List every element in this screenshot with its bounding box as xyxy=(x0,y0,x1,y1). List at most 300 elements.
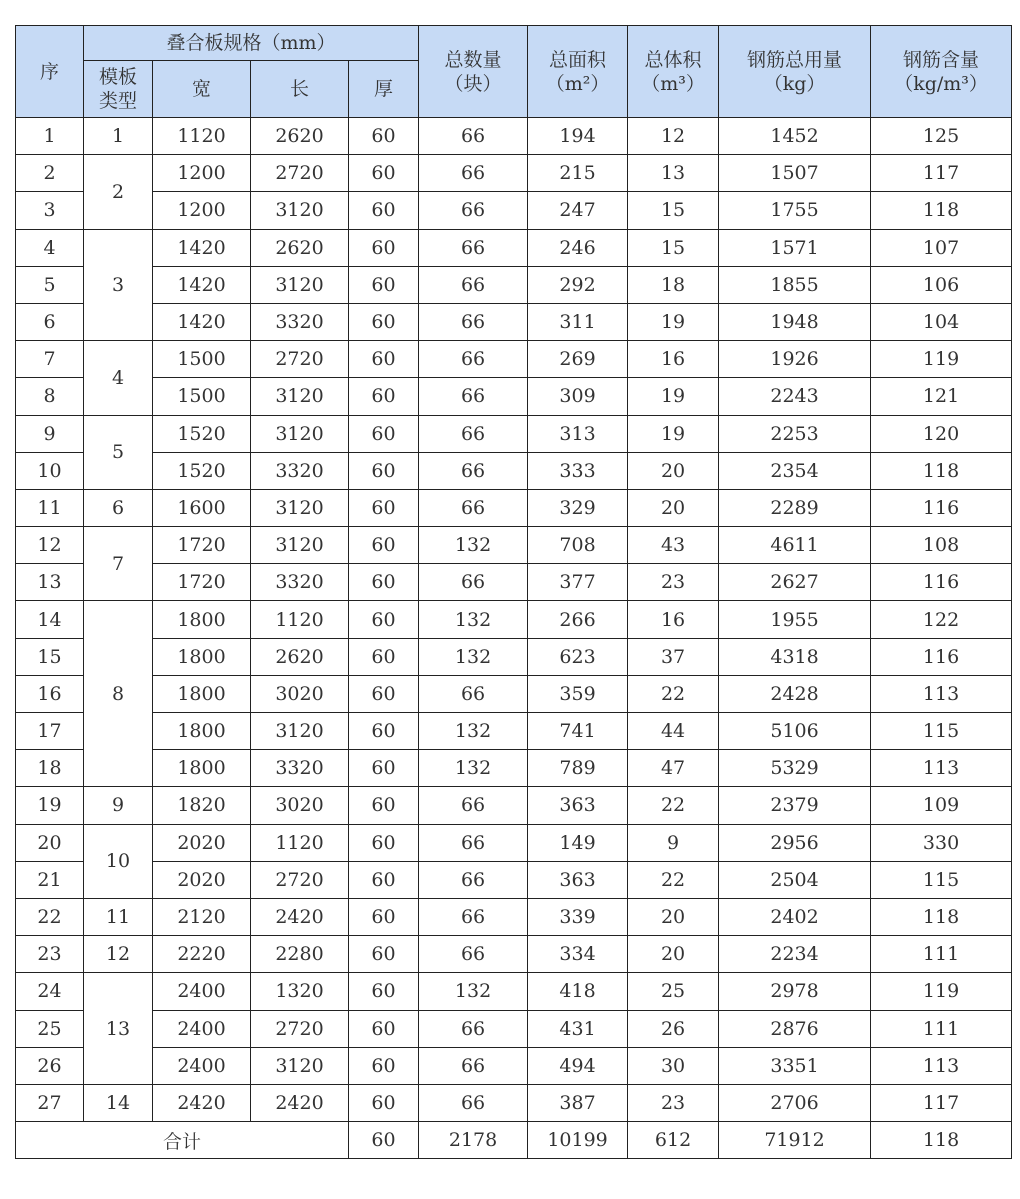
cell-width: 1420 xyxy=(153,229,251,266)
cell-seq: 8 xyxy=(16,378,84,415)
cell-total-area: 377 xyxy=(528,564,628,601)
cell-rebar-content: 119 xyxy=(871,341,1012,378)
cell-total-volume: 16 xyxy=(628,601,719,638)
cell-thickness: 60 xyxy=(349,1084,419,1121)
header-total-volume: 总体积 （m³） xyxy=(628,26,719,118)
cell-length: 3320 xyxy=(251,303,349,340)
cell-seq: 1 xyxy=(16,118,84,155)
cell-width: 1820 xyxy=(153,787,251,824)
cell-length: 1120 xyxy=(251,601,349,638)
cell-total-volume: 22 xyxy=(628,861,719,898)
cell-total-area: 623 xyxy=(528,638,628,675)
cell-total-qty: 66 xyxy=(419,303,528,340)
cell-rebar-content: 109 xyxy=(871,787,1012,824)
cell-total-volume: 26 xyxy=(628,1010,719,1047)
cell-total-volume: 44 xyxy=(628,713,719,750)
cell-seq: 16 xyxy=(16,675,84,712)
cell-seq: 15 xyxy=(16,638,84,675)
cell-width: 1120 xyxy=(153,118,251,155)
cell-width: 1720 xyxy=(153,564,251,601)
cell-total-volume: 19 xyxy=(628,303,719,340)
cell-seq: 20 xyxy=(16,824,84,861)
cell-seq: 22 xyxy=(16,898,84,935)
total-value: 118 xyxy=(871,1122,1012,1159)
cell-rebar-total: 1507 xyxy=(719,155,871,192)
cell-length: 3120 xyxy=(251,415,349,452)
cell-total-area: 431 xyxy=(528,1010,628,1047)
cell-template-type: 11 xyxy=(84,898,153,935)
cell-rebar-content: 116 xyxy=(871,489,1012,526)
cell-total-area: 387 xyxy=(528,1084,628,1121)
cell-total-qty: 66 xyxy=(419,1084,528,1121)
cell-thickness: 60 xyxy=(349,452,419,489)
header-width: 宽 xyxy=(153,61,251,118)
cell-total-qty: 132 xyxy=(419,973,528,1010)
cell-total-area: 311 xyxy=(528,303,628,340)
total-row xyxy=(16,1122,1012,1159)
cell-total-area: 494 xyxy=(528,1047,628,1084)
cell-length: 2620 xyxy=(251,229,349,266)
cell-thickness: 60 xyxy=(349,973,419,1010)
total-value: 10199 xyxy=(528,1122,628,1159)
cell-thickness: 60 xyxy=(349,713,419,750)
cell-rebar-total: 1948 xyxy=(719,303,871,340)
cell-length: 2420 xyxy=(251,898,349,935)
cell-total-area: 708 xyxy=(528,527,628,564)
cell-seq: 26 xyxy=(16,1047,84,1084)
cell-rebar-content: 330 xyxy=(871,824,1012,861)
table-row xyxy=(16,489,1012,526)
cell-length: 1120 xyxy=(251,824,349,861)
cell-seq: 7 xyxy=(16,341,84,378)
cell-thickness: 60 xyxy=(349,192,419,229)
cell-thickness: 60 xyxy=(349,675,419,712)
cell-total-volume: 18 xyxy=(628,266,719,303)
cell-length: 3120 xyxy=(251,527,349,564)
cell-template-type: 12 xyxy=(84,936,153,973)
cell-length: 2420 xyxy=(251,1084,349,1121)
cell-thickness: 60 xyxy=(349,787,419,824)
table-row xyxy=(16,861,1012,898)
cell-rebar-total: 1571 xyxy=(719,229,871,266)
cell-total-qty: 132 xyxy=(419,601,528,638)
cell-total-volume: 43 xyxy=(628,527,719,564)
cell-total-qty: 66 xyxy=(419,489,528,526)
cell-width: 1800 xyxy=(153,675,251,712)
header-length: 长 xyxy=(251,61,349,118)
cell-template-type: 4 xyxy=(84,341,153,415)
cell-seq: 23 xyxy=(16,936,84,973)
cell-seq: 5 xyxy=(16,266,84,303)
cell-template-type: 8 xyxy=(84,601,153,787)
cell-rebar-content: 113 xyxy=(871,675,1012,712)
cell-total-qty: 132 xyxy=(419,638,528,675)
table-row xyxy=(16,452,1012,489)
cell-seq: 11 xyxy=(16,489,84,526)
table-row xyxy=(16,1047,1012,1084)
cell-thickness: 60 xyxy=(349,341,419,378)
table-row xyxy=(16,155,1012,192)
cell-total-volume: 12 xyxy=(628,118,719,155)
cell-total-qty: 66 xyxy=(419,192,528,229)
table-row xyxy=(16,936,1012,973)
cell-total-area: 313 xyxy=(528,415,628,452)
cell-seq: 6 xyxy=(16,303,84,340)
cell-total-area: 333 xyxy=(528,452,628,489)
cell-total-qty: 66 xyxy=(419,936,528,973)
cell-thickness: 60 xyxy=(349,861,419,898)
cell-total-volume: 25 xyxy=(628,973,719,1010)
cell-length: 2620 xyxy=(251,638,349,675)
cell-total-qty: 66 xyxy=(419,1010,528,1047)
cell-rebar-total: 2253 xyxy=(719,415,871,452)
table-row xyxy=(16,192,1012,229)
cell-width: 1800 xyxy=(153,601,251,638)
cell-seq: 10 xyxy=(16,452,84,489)
cell-total-area: 292 xyxy=(528,266,628,303)
cell-width: 1200 xyxy=(153,192,251,229)
cell-seq: 13 xyxy=(16,564,84,601)
cell-thickness: 60 xyxy=(349,1047,419,1084)
cell-thickness: 60 xyxy=(349,415,419,452)
cell-rebar-total: 2428 xyxy=(719,675,871,712)
cell-seq: 12 xyxy=(16,527,84,564)
cell-width: 1520 xyxy=(153,415,251,452)
cell-rebar-total: 1955 xyxy=(719,601,871,638)
cell-total-qty: 66 xyxy=(419,564,528,601)
cell-total-volume: 22 xyxy=(628,787,719,824)
table-row xyxy=(16,787,1012,824)
cell-thickness: 60 xyxy=(349,898,419,935)
cell-rebar-content: 116 xyxy=(871,564,1012,601)
cell-total-area: 266 xyxy=(528,601,628,638)
cell-rebar-total: 2234 xyxy=(719,936,871,973)
cell-seq: 21 xyxy=(16,861,84,898)
cell-width: 1800 xyxy=(153,638,251,675)
table-row xyxy=(16,1010,1012,1047)
cell-length: 3320 xyxy=(251,452,349,489)
cell-width: 2020 xyxy=(153,861,251,898)
cell-seq: 4 xyxy=(16,229,84,266)
cell-thickness: 60 xyxy=(349,1010,419,1047)
cell-seq: 25 xyxy=(16,1010,84,1047)
table-row xyxy=(16,1084,1012,1121)
cell-total-area: 247 xyxy=(528,192,628,229)
cell-width: 1200 xyxy=(153,155,251,192)
cell-template-type: 3 xyxy=(84,229,153,341)
cell-total-volume: 20 xyxy=(628,452,719,489)
cell-seq: 3 xyxy=(16,192,84,229)
cell-width: 2400 xyxy=(153,1047,251,1084)
cell-total-volume: 13 xyxy=(628,155,719,192)
table-row xyxy=(16,229,1012,266)
table-row xyxy=(16,303,1012,340)
cell-total-area: 329 xyxy=(528,489,628,526)
cell-template-type: 9 xyxy=(84,787,153,824)
cell-total-area: 339 xyxy=(528,898,628,935)
cell-length: 2280 xyxy=(251,936,349,973)
cell-rebar-content: 117 xyxy=(871,155,1012,192)
header-total-qty: 总数量 （块） xyxy=(419,26,528,118)
table-row xyxy=(16,675,1012,712)
cell-width: 1420 xyxy=(153,303,251,340)
cell-template-type: 13 xyxy=(84,973,153,1085)
cell-total-volume: 19 xyxy=(628,415,719,452)
cell-total-area: 309 xyxy=(528,378,628,415)
cell-rebar-content: 116 xyxy=(871,638,1012,675)
cell-rebar-total: 2956 xyxy=(719,824,871,861)
cell-rebar-total: 4318 xyxy=(719,638,871,675)
cell-thickness: 60 xyxy=(349,303,419,340)
cell-total-qty: 132 xyxy=(419,713,528,750)
table-row xyxy=(16,824,1012,861)
cell-width: 2220 xyxy=(153,936,251,973)
cell-rebar-total: 2504 xyxy=(719,861,871,898)
cell-seq: 27 xyxy=(16,1084,84,1121)
table-row xyxy=(16,266,1012,303)
cell-total-area: 363 xyxy=(528,787,628,824)
table-row xyxy=(16,341,1012,378)
cell-rebar-total: 2627 xyxy=(719,564,871,601)
cell-width: 2020 xyxy=(153,824,251,861)
cell-total-qty: 66 xyxy=(419,266,528,303)
table-row xyxy=(16,601,1012,638)
cell-rebar-total: 1926 xyxy=(719,341,871,378)
cell-length: 3120 xyxy=(251,378,349,415)
cell-seq: 14 xyxy=(16,601,84,638)
cell-total-volume: 20 xyxy=(628,489,719,526)
cell-total-area: 246 xyxy=(528,229,628,266)
header-rebar-total: 钢筋总用量 （kg） xyxy=(719,26,871,118)
table-row xyxy=(16,118,1012,155)
cell-thickness: 60 xyxy=(349,638,419,675)
cell-width: 1600 xyxy=(153,489,251,526)
cell-rebar-content: 115 xyxy=(871,861,1012,898)
cell-rebar-content: 106 xyxy=(871,266,1012,303)
cell-template-type: 2 xyxy=(84,155,153,229)
cell-length: 2720 xyxy=(251,861,349,898)
cell-length: 2720 xyxy=(251,341,349,378)
cell-thickness: 60 xyxy=(349,750,419,787)
cell-thickness: 60 xyxy=(349,527,419,564)
cell-width: 2120 xyxy=(153,898,251,935)
cell-rebar-total: 1855 xyxy=(719,266,871,303)
cell-total-area: 149 xyxy=(528,824,628,861)
cell-thickness: 60 xyxy=(349,266,419,303)
cell-template-type: 7 xyxy=(84,527,153,601)
cell-rebar-content: 118 xyxy=(871,898,1012,935)
cell-rebar-content: 122 xyxy=(871,601,1012,638)
table-row xyxy=(16,973,1012,1010)
cell-total-qty: 132 xyxy=(419,527,528,564)
cell-rebar-content: 111 xyxy=(871,936,1012,973)
cell-rebar-total: 5106 xyxy=(719,713,871,750)
cell-total-volume: 20 xyxy=(628,936,719,973)
cell-total-qty: 66 xyxy=(419,378,528,415)
cell-total-qty: 66 xyxy=(419,861,528,898)
cell-width: 1800 xyxy=(153,713,251,750)
cell-length: 3320 xyxy=(251,564,349,601)
cell-total-qty: 66 xyxy=(419,452,528,489)
table-row xyxy=(16,898,1012,935)
cell-total-area: 789 xyxy=(528,750,628,787)
cell-total-volume: 23 xyxy=(628,564,719,601)
header-spec-group: 叠合板规格（mm） xyxy=(84,26,419,61)
cell-rebar-content: 107 xyxy=(871,229,1012,266)
cell-seq: 17 xyxy=(16,713,84,750)
cell-seq: 19 xyxy=(16,787,84,824)
cell-total-qty: 66 xyxy=(419,341,528,378)
cell-seq: 2 xyxy=(16,155,84,192)
cell-total-qty: 66 xyxy=(419,118,528,155)
cell-width: 1500 xyxy=(153,341,251,378)
cell-template-type: 6 xyxy=(84,489,153,526)
cell-total-qty: 132 xyxy=(419,750,528,787)
cell-thickness: 60 xyxy=(349,824,419,861)
cell-thickness: 60 xyxy=(349,489,419,526)
cell-rebar-content: 111 xyxy=(871,1010,1012,1047)
cell-rebar-total: 1452 xyxy=(719,118,871,155)
cell-rebar-total: 2978 xyxy=(719,973,871,1010)
cell-thickness: 60 xyxy=(349,229,419,266)
cell-total-volume: 22 xyxy=(628,675,719,712)
cell-rebar-content: 121 xyxy=(871,378,1012,415)
cell-width: 2420 xyxy=(153,1084,251,1121)
cell-rebar-total: 2402 xyxy=(719,898,871,935)
cell-length: 3020 xyxy=(251,675,349,712)
cell-rebar-total: 5329 xyxy=(719,750,871,787)
table-row xyxy=(16,378,1012,415)
cell-rebar-content: 125 xyxy=(871,118,1012,155)
cell-length: 2720 xyxy=(251,1010,349,1047)
cell-rebar-total: 1755 xyxy=(719,192,871,229)
table-body xyxy=(16,118,1012,1159)
header-seq: 序 xyxy=(16,26,84,118)
table-row xyxy=(16,527,1012,564)
cell-template-type: 5 xyxy=(84,415,153,489)
cell-total-volume: 30 xyxy=(628,1047,719,1084)
cell-length: 3120 xyxy=(251,489,349,526)
cell-rebar-total: 2706 xyxy=(719,1084,871,1121)
cell-total-volume: 19 xyxy=(628,378,719,415)
cell-rebar-content: 118 xyxy=(871,452,1012,489)
table-row xyxy=(16,713,1012,750)
cell-rebar-content: 104 xyxy=(871,303,1012,340)
cell-rebar-total: 3351 xyxy=(719,1047,871,1084)
cell-total-volume: 15 xyxy=(628,192,719,229)
cell-thickness: 60 xyxy=(349,378,419,415)
cell-rebar-total: 4611 xyxy=(719,527,871,564)
slab-spec-table xyxy=(15,25,1012,1159)
cell-rebar-total: 2876 xyxy=(719,1010,871,1047)
header-template-type: 模板类型 xyxy=(84,61,153,118)
cell-total-area: 359 xyxy=(528,675,628,712)
table-row xyxy=(16,638,1012,675)
cell-length: 3320 xyxy=(251,750,349,787)
cell-width: 1420 xyxy=(153,266,251,303)
cell-total-volume: 16 xyxy=(628,341,719,378)
cell-total-volume: 23 xyxy=(628,1084,719,1121)
cell-rebar-content: 120 xyxy=(871,415,1012,452)
cell-total-qty: 66 xyxy=(419,824,528,861)
cell-total-volume: 47 xyxy=(628,750,719,787)
cell-rebar-total: 2243 xyxy=(719,378,871,415)
cell-rebar-total: 2379 xyxy=(719,787,871,824)
header-rebar-content: 钢筋含量 （kg/m³） xyxy=(871,26,1012,118)
cell-length: 1320 xyxy=(251,973,349,1010)
cell-rebar-content: 113 xyxy=(871,750,1012,787)
cell-total-qty: 66 xyxy=(419,229,528,266)
cell-template-type: 14 xyxy=(84,1084,153,1121)
cell-width: 1500 xyxy=(153,378,251,415)
total-value: 612 xyxy=(628,1122,719,1159)
cell-length: 3120 xyxy=(251,713,349,750)
cell-length: 2720 xyxy=(251,155,349,192)
cell-length: 3120 xyxy=(251,266,349,303)
cell-total-volume: 20 xyxy=(628,898,719,935)
cell-total-area: 194 xyxy=(528,118,628,155)
cell-template-type: 1 xyxy=(84,118,153,155)
cell-width: 1720 xyxy=(153,527,251,564)
cell-total-volume: 37 xyxy=(628,638,719,675)
header-total-area: 总面积 （m²） xyxy=(528,26,628,118)
cell-thickness: 60 xyxy=(349,564,419,601)
cell-rebar-content: 113 xyxy=(871,1047,1012,1084)
cell-width: 1800 xyxy=(153,750,251,787)
cell-rebar-content: 108 xyxy=(871,527,1012,564)
cell-template-type: 10 xyxy=(84,824,153,898)
table-row xyxy=(16,564,1012,601)
cell-rebar-content: 117 xyxy=(871,1084,1012,1121)
cell-total-qty: 66 xyxy=(419,898,528,935)
total-label: 合计 xyxy=(16,1122,349,1159)
total-value: 60 xyxy=(349,1122,419,1159)
cell-length: 3120 xyxy=(251,1047,349,1084)
cell-total-area: 741 xyxy=(528,713,628,750)
cell-total-qty: 66 xyxy=(419,1047,528,1084)
cell-thickness: 60 xyxy=(349,118,419,155)
cell-thickness: 60 xyxy=(349,155,419,192)
cell-rebar-total: 2354 xyxy=(719,452,871,489)
cell-seq: 9 xyxy=(16,415,84,452)
cell-total-qty: 66 xyxy=(419,415,528,452)
cell-total-volume: 15 xyxy=(628,229,719,266)
cell-total-area: 269 xyxy=(528,341,628,378)
cell-width: 1520 xyxy=(153,452,251,489)
table-row xyxy=(16,415,1012,452)
cell-thickness: 60 xyxy=(349,601,419,638)
cell-length: 3120 xyxy=(251,192,349,229)
cell-total-qty: 66 xyxy=(419,787,528,824)
cell-total-area: 215 xyxy=(528,155,628,192)
cell-total-area: 334 xyxy=(528,936,628,973)
cell-rebar-total: 2289 xyxy=(719,489,871,526)
header-thickness: 厚 xyxy=(349,61,419,118)
cell-total-area: 363 xyxy=(528,861,628,898)
cell-rebar-content: 119 xyxy=(871,973,1012,1010)
cell-rebar-content: 118 xyxy=(871,192,1012,229)
cell-rebar-content: 115 xyxy=(871,713,1012,750)
cell-total-area: 418 xyxy=(528,973,628,1010)
cell-thickness: 60 xyxy=(349,936,419,973)
cell-length: 3020 xyxy=(251,787,349,824)
table-row xyxy=(16,750,1012,787)
total-value: 71912 xyxy=(719,1122,871,1159)
cell-total-qty: 66 xyxy=(419,675,528,712)
cell-width: 2400 xyxy=(153,973,251,1010)
cell-seq: 24 xyxy=(16,973,84,1010)
cell-seq: 18 xyxy=(16,750,84,787)
